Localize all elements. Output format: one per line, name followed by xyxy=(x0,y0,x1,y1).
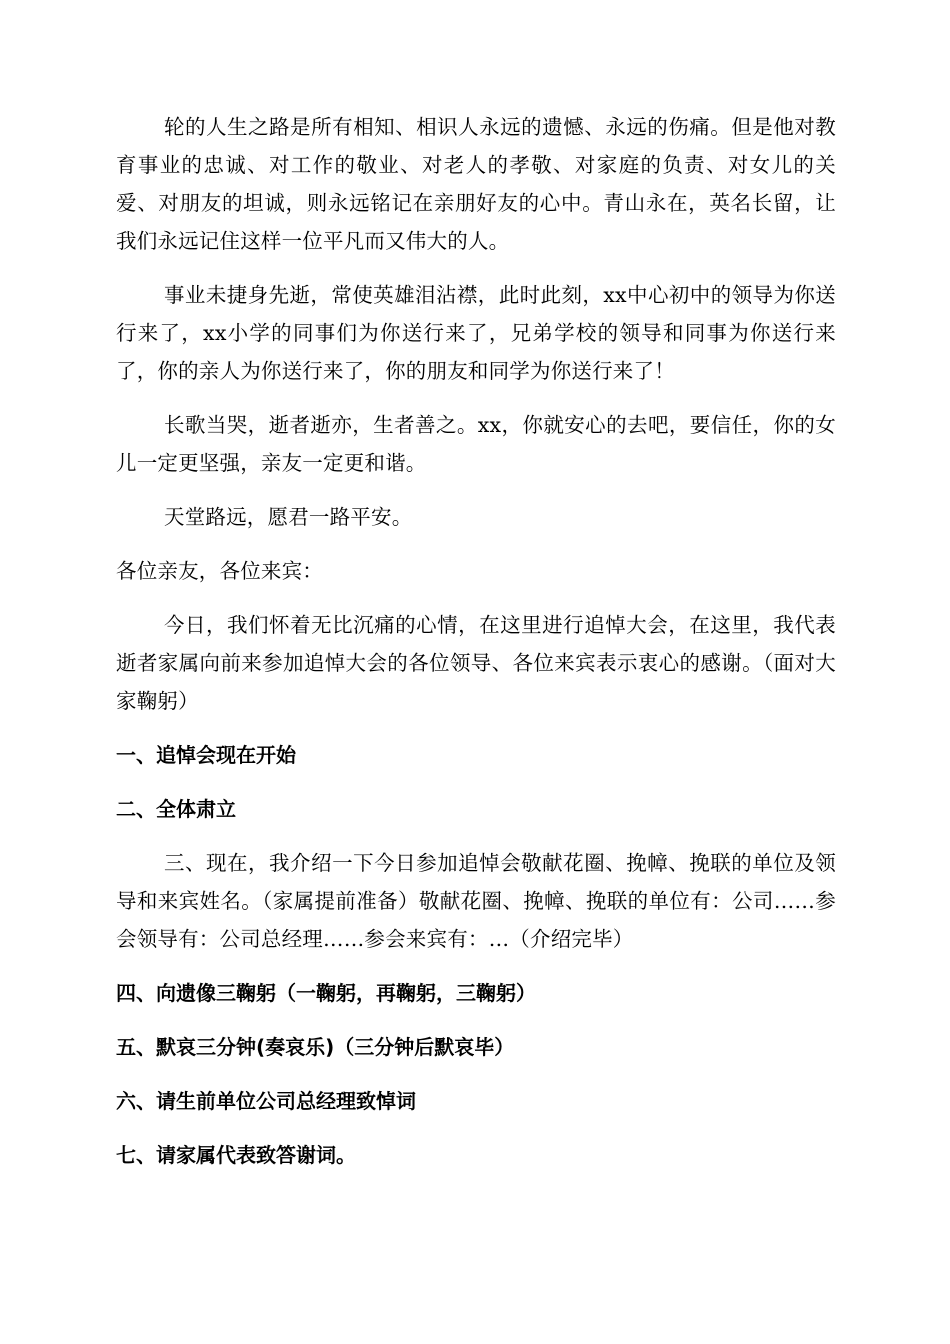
heading-step-1: 一、追悼会现在开始 xyxy=(116,743,296,767)
paragraph-blessing: 天堂路远，愿君一路平安。 xyxy=(164,505,413,529)
document-page xyxy=(116,108,836,1190)
heading-step-6: 六、请生前单位公司总经理致悼词 xyxy=(116,1089,416,1113)
heading-step-7: 七、请家属代表致答谢词。 xyxy=(116,1143,356,1167)
paragraph-tribute: 轮的人生之路是所有相知、相识人永远的遗憾、永远的伤痛。但是他对教育事业的忠诚、对工作的敬业、对老人的孝敬、对家庭的负责、对女儿的关爱、对朋友的坦诚，则永远铭记在亲朋好友的心中。青山永在，英名长留，让我们永远记住这样一位平凡而又伟大的人。 xyxy=(116,115,836,253)
paragraph-farewell: 事业未捷身先逝，常使英雄泪沾襟，此时此刻，xx中心初中的领导为你送行来了，xx小学的同事们为你送行来了，兄弟学校的领导和同事为你送行来了，你的亲人为你送行来了，你的朋友和同学为你送行来了！ xyxy=(116,283,836,383)
heading-step-4: 四、向遗像三鞠躬（一鞠躬，再鞠躬，三鞠躬） xyxy=(116,981,536,1005)
salutation: 各位亲友，各位来宾： xyxy=(116,559,323,583)
heading-step-5: 五、默哀三分钟(奏哀乐)（三分钟后默哀毕） xyxy=(116,1035,515,1059)
paragraph-consolation: 长歌当哭，逝者逝亦，生者善之。xx，你就安心的去吧，要信任，你的女儿一定更坚强，亲友一定更和谐。 xyxy=(116,413,836,475)
heading-step-2: 二、全体肃立 xyxy=(116,797,236,821)
paragraph-step-3: 三、现在，我介绍一下今日参加追悼会敬献花圈、挽幛、挽联的单位及领导和来宾姓名。（家属提前准备）敬献花圈、挽幛、挽联的单位有：公司……参会领导有：公司总经理……参会来宾有：…（介绍完毕） xyxy=(116,851,836,951)
paragraph-opening: 今日，我们怀着无比沉痛的心情，在这里进行追悼大会，在这里，我代表逝者家属向前来参加追悼大会的各位领导、各位来宾表示衷心的感谢。（面对大家鞠躬） xyxy=(116,613,836,713)
